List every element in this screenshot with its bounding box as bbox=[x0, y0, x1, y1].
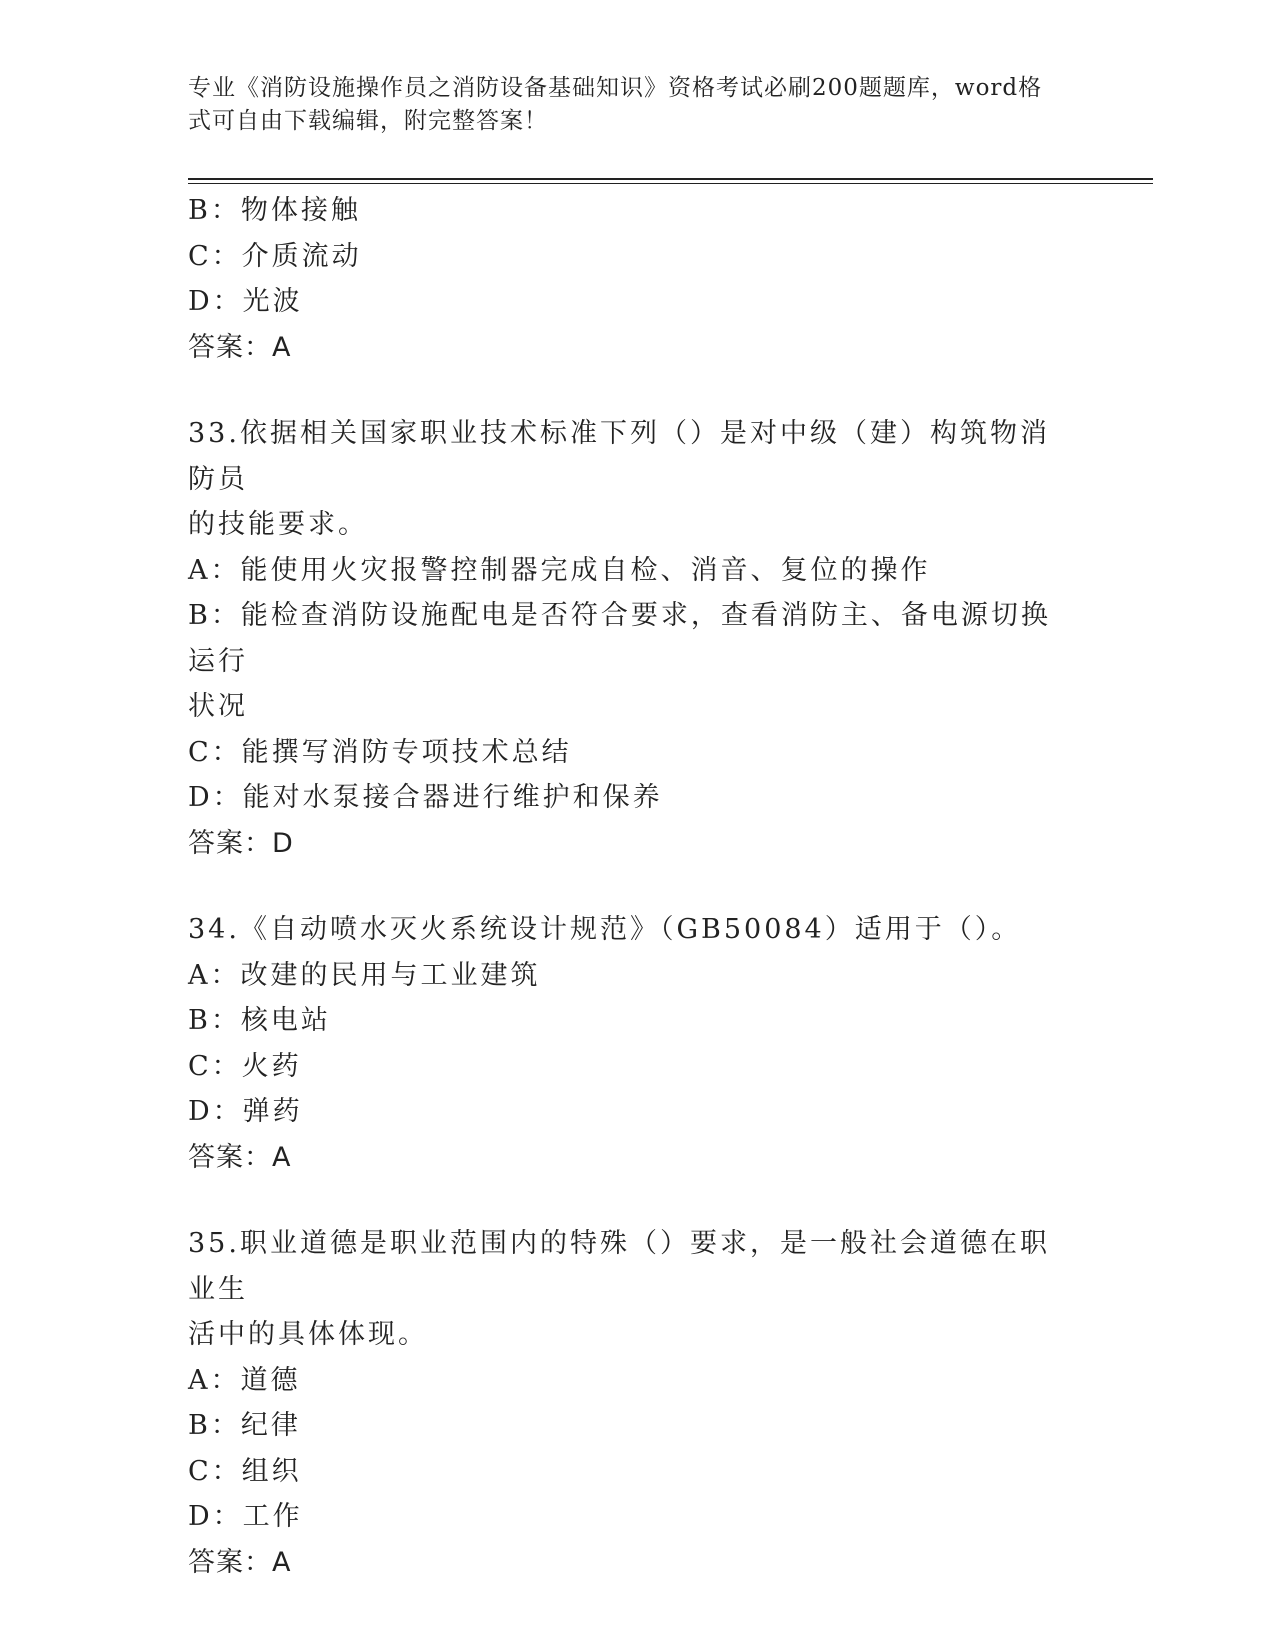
question-stem: 35.职业道德是职业范围内的特殊（）要求，是一般社会道德在职业生 bbox=[188, 1228, 1050, 1305]
question-33 bbox=[188, 411, 1078, 866]
header-divider-thin bbox=[188, 183, 1153, 184]
option-b: B：能检查消防设施配电是否符合要求，查看消防主、备电源切换运行 bbox=[188, 600, 1051, 677]
option-d: D：弹药 bbox=[188, 1096, 303, 1127]
header-line-1: 专业《消防设施操作员之消防设备基础知识》资格考试必刷200题题库，word格 bbox=[188, 75, 1043, 101]
header-divider-thick bbox=[188, 178, 1153, 180]
option-b: B：纪律 bbox=[188, 1410, 301, 1441]
option-c: C：介质流动 bbox=[188, 240, 362, 272]
answer: 答案：A bbox=[188, 1546, 292, 1578]
header-line-2: 式可自由下载编辑，附完整答案！ bbox=[188, 108, 548, 134]
answer: 答案：A bbox=[188, 1141, 292, 1173]
question-34 bbox=[188, 907, 1078, 1180]
question-32-fragment bbox=[188, 188, 1078, 370]
question-stem: 33.依据相关国家职业技术标准下列（）是对中级（建）构筑物消防员 bbox=[188, 418, 1050, 495]
option-d: D：光波 bbox=[188, 286, 303, 317]
question-35 bbox=[188, 1221, 1078, 1585]
answer: 答案：D bbox=[188, 827, 294, 859]
option-c: C：能撰写消防专项技术总结 bbox=[188, 736, 572, 768]
question-stem-continued: 的技能要求。 bbox=[188, 509, 368, 540]
question-stem-continued: 活中的具体体现。 bbox=[188, 1319, 428, 1350]
question-list bbox=[188, 188, 1078, 1585]
option-a: A：能使用火灾报警控制器完成自检、消音、复位的操作 bbox=[188, 554, 931, 586]
question-stem: 34.《自动喷水灭火系统设计规范》（GB50084）适用于（）。 bbox=[188, 914, 1022, 945]
option-a: A：改建的民用与工业建筑 bbox=[188, 959, 541, 991]
option-a: A：道德 bbox=[188, 1364, 301, 1396]
document-header bbox=[188, 72, 1068, 138]
option-b: B：核电站 bbox=[188, 1005, 331, 1036]
option-d: D：工作 bbox=[188, 1501, 303, 1532]
option-b-continued: 状况 bbox=[188, 691, 248, 722]
answer: 答案：A bbox=[188, 331, 292, 363]
option-b: B：物体接触 bbox=[188, 195, 361, 226]
option-c: C：火药 bbox=[188, 1050, 302, 1082]
option-c: C：组织 bbox=[188, 1455, 302, 1487]
option-d: D：能对水泵接合器进行维护和保养 bbox=[188, 782, 663, 813]
